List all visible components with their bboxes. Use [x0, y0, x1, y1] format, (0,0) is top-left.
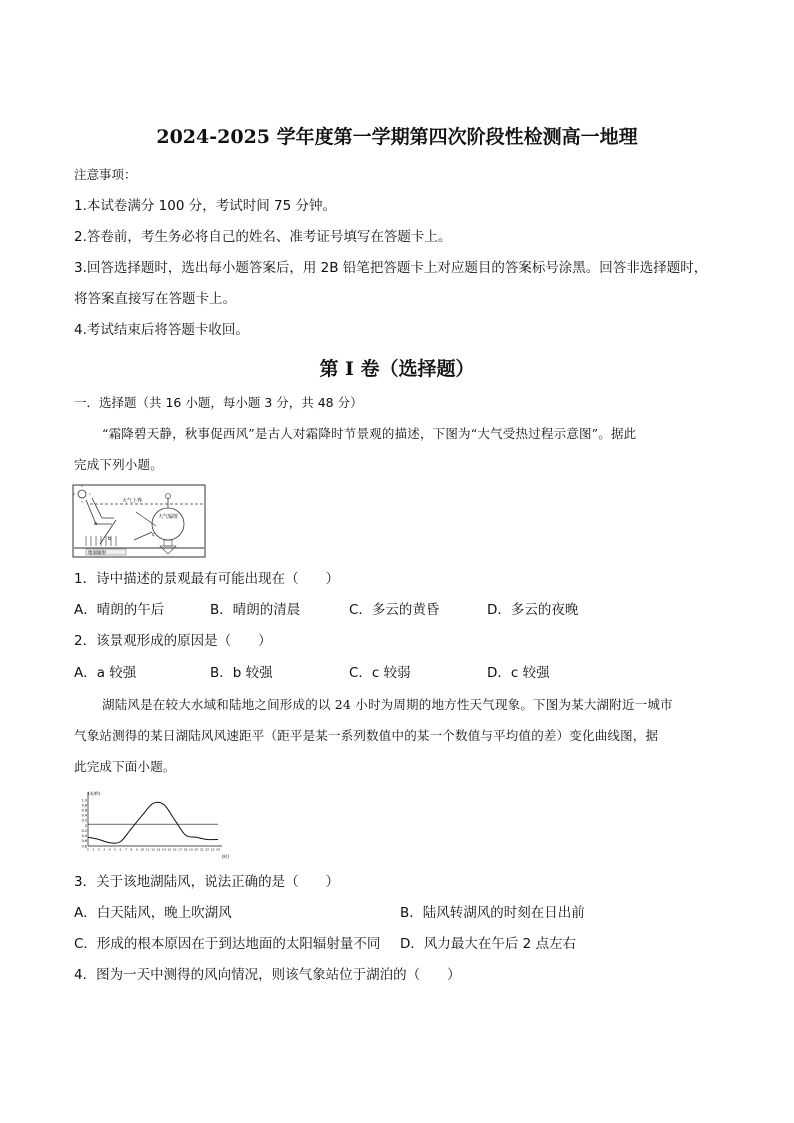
- x-tick-label: 10: [140, 847, 145, 852]
- x-tick-label: 24: [216, 847, 220, 852]
- chart-axes: [88, 792, 222, 846]
- passage2-line: 气象站测得的某日湖陆风风速距平（距平是某一系列数值中的某一个数值与平均值的差）变化曲线图，据: [74, 728, 659, 743]
- q1-option-d[interactable]: D．多云的夜晚: [487, 602, 579, 618]
- x-tick-label: 4: [108, 847, 111, 852]
- x-tick-label: 22: [205, 847, 210, 852]
- x-tick-label: 9: [135, 847, 138, 852]
- q3-stem: 3．关于该地湖陆风，说法正确的是（ ）: [74, 874, 340, 890]
- chart-ticks: [82, 798, 220, 851]
- exam-title: 2024-2025 学年度第一学期第四次阶段性检测高一地理: [156, 126, 638, 148]
- x-tick-label: 5: [114, 847, 117, 852]
- x-tick-label: 1: [92, 847, 95, 852]
- x-tick-label: 18: [183, 847, 188, 852]
- x-tick-label: 13: [156, 847, 161, 852]
- x-tick-label: 20: [194, 847, 199, 852]
- q3-option-a[interactable]: A．白天陆风，晚上吹湖风: [74, 905, 232, 921]
- q4-stem: 4．图为一天中测得的风向情况，则该气象站位于湖泊的（ ）: [74, 967, 461, 983]
- y-tick-label: 0.8: [81, 803, 87, 808]
- x-tick-label: 8: [130, 847, 133, 852]
- q1-option-b[interactable]: B．晴朗的清晨: [210, 602, 301, 618]
- x-tick-label: 16: [172, 847, 177, 852]
- q1-option-a[interactable]: A．晴朗的午后: [74, 602, 165, 618]
- x-tick-label: 6: [119, 847, 122, 852]
- notice-item: 1.本试卷满分 100 分，考试时间 75 分钟。: [74, 198, 336, 214]
- y-axis-label: (米/秒): [88, 791, 101, 796]
- figure1-label: c: [152, 532, 155, 538]
- y-tick-label: 0.2: [81, 828, 87, 833]
- q3-option-d[interactable]: D．风力最大在午后 2 点左右: [400, 936, 577, 952]
- passage1-line: 完成下列小题。: [74, 457, 163, 472]
- notice-item: 3.回答选择题时，选出每小题答案后，用 2B 铅笔把答题卡上对应题目的答案标号涂黑。回答非选择题时，: [74, 260, 708, 276]
- q2-option-c[interactable]: C．c 较弱: [349, 665, 411, 681]
- series-line: [88, 802, 218, 843]
- x-tick-label: 15: [167, 847, 172, 852]
- figure1-label: 大气辐射: [158, 514, 179, 520]
- notice-item: 将答案直接写在答题卡上。: [74, 291, 236, 307]
- x-tick-label: 11: [145, 847, 150, 852]
- passage2-line: 湖陆风是在较大水域和陆地之间形成的以 24 小时为周期的地方性天气现象。下图为某大湖附近一城市: [102, 697, 673, 712]
- notice-item: 4.考试结束后将答题卡收回。: [74, 322, 249, 338]
- lake-breeze-chart: [72, 788, 238, 860]
- x-tick-label: 19: [189, 847, 193, 852]
- x-tick-label: 3: [103, 847, 106, 852]
- figure1-label: 地面辐射: [88, 551, 106, 556]
- q1-stem: 1．诗中描述的景观最有可能出现在（ ）: [74, 571, 340, 587]
- x-tick-label: 12: [151, 847, 155, 852]
- figure1-label: b: [108, 536, 112, 542]
- y-tick-label: 0.6: [81, 839, 87, 844]
- y-tick-label: 0.8: [81, 844, 87, 849]
- q2-option-d[interactable]: D．c 较强: [487, 665, 550, 681]
- y-tick-label: 1.0: [81, 798, 87, 803]
- x-tick-label: 23: [210, 847, 215, 852]
- x-tick-label: 2: [97, 847, 100, 852]
- x-tick-label: 0: [87, 847, 89, 852]
- q2-option-a[interactable]: A．a 较强: [74, 665, 137, 681]
- figure1-label: 大气上界: [122, 498, 143, 504]
- passage2-line: 此完成下面小题。: [74, 759, 176, 774]
- part-heading: 一．选择题（共 16 小题，每小题 3 分，共 48 分）: [74, 395, 363, 410]
- passage1-line: “霜降碧天静，秋事促西风”是古人对霜降时节景观的描述，下图为“大气受热过程示意图”。据此: [102, 426, 637, 441]
- atmosphere-heating-diagram: [72, 484, 206, 558]
- y-tick-label: 0: [84, 823, 87, 828]
- q2-option-b[interactable]: B．b 较强: [210, 665, 273, 681]
- x-tick-label: 7: [124, 847, 127, 852]
- notice-item: 2.答卷前，考生务必将自己的姓名、准考证号填写在答题卡上。: [74, 229, 452, 245]
- q3-option-c[interactable]: C．形成的根本原因在于到达地面的太阳辐射量不同: [74, 936, 381, 952]
- y-tick-label: 0.6: [81, 808, 87, 813]
- q1-option-c[interactable]: C．多云的黄昏: [349, 602, 440, 618]
- y-tick-label: 0.2: [81, 818, 87, 823]
- x-tick-label: 14: [161, 847, 166, 852]
- y-tick-label: 0.4: [81, 834, 87, 839]
- q3-option-b[interactable]: B．陆风转湖风的时刻在日出前: [400, 905, 585, 921]
- x-tick-label: 17: [178, 847, 182, 852]
- y-tick-label: 0.4: [81, 813, 87, 818]
- q2-stem: 2．该景观形成的原因是（ ）: [74, 633, 272, 649]
- figure1-label: a: [94, 521, 98, 527]
- section-title: 第 I 卷（选择题）: [319, 358, 475, 380]
- notice-heading: 注意事项：: [74, 167, 137, 182]
- x-axis-label: (时): [222, 854, 230, 859]
- x-tick-label: 21: [199, 847, 204, 852]
